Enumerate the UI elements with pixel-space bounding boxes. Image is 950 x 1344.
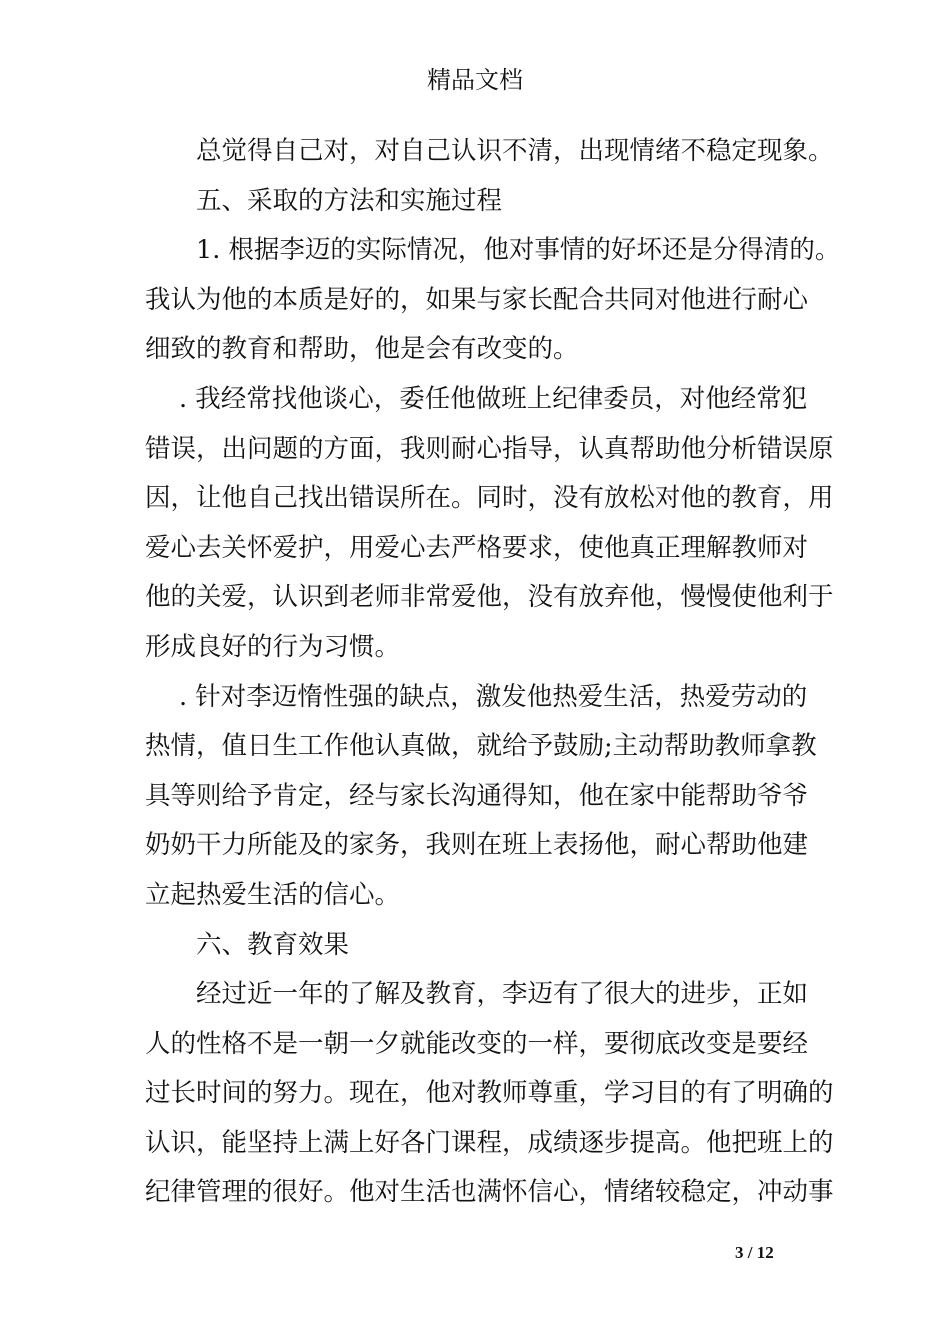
text-line: 形成良好的行为习惯。 [145, 631, 401, 662]
text-line: 认识，能坚持上满上好各门课程，成绩逐步提高。他把班上的 [145, 1127, 834, 1158]
text-line: 热情，值日生工作他认真做，就给予鼓励;主动帮助教师拿教 [145, 731, 817, 762]
page-number: 3 / 12 [735, 1243, 774, 1262]
document-body [145, 127, 841, 1218]
section-heading: 五、采取的方法和实施过程 [196, 185, 503, 216]
text-line: 过长时间的努力。现在，他对教师尊重，学习目的有了明确的 [145, 1078, 834, 1109]
text-line: . 我经常找他谈心，委任他做班上纪律委员，对他经常犯 [179, 383, 808, 414]
text-line: 因，让他自己找出错误所在。同时，没有放松对他的教育，用 [145, 483, 834, 514]
text-line: 他的关爱，认识到老师非常爱他，没有放弃他，慢慢使他利于 [145, 582, 834, 613]
text-line: 1. 根据李迈的实际情况，他对事情的好坏还是分得清的。 [196, 235, 841, 266]
text-line: 立起热爱生活的信心。 [145, 879, 401, 910]
text-line: 人的性格不是一朝一夕就能改变的一样，要彻底改变是要经 [145, 1028, 809, 1059]
text-line: . 针对李迈惰性强的缺点，激发他热爱生活，热爱劳动的 [179, 681, 808, 712]
text-line: 我认为他的本质是好的，如果与家长配合共同对他进行耐心 [145, 284, 809, 315]
text-line: 总觉得自己对，对自己认识不清，出现情绪不稳定现象。 [196, 136, 834, 166]
text-line: 细致的教育和帮助，他是会有改变的。 [145, 334, 579, 365]
page-header-title: 精品文档 [427, 66, 523, 94]
section-heading: 六、教育效果 [196, 929, 350, 960]
text-line: 具等则给予肯定，经与家长沟通得知，他在家中能帮助爷爷 [145, 780, 809, 811]
text-line: 奶奶干力所能及的家务，我则在班上表扬他，耐心帮助他建 [145, 830, 809, 861]
text-line: 纪律管理的很好。他对生活也满怀信心，情绪较稳定，冲动事 [145, 1177, 834, 1208]
text-line: 错误，出问题的方面，我则耐心指导，认真帮助他分析错误原 [145, 433, 834, 464]
text-line: 爱心去关怀爱护，用爱心去严格要求，使他真正理解教师对 [145, 532, 809, 563]
text-line: 经过近一年的了解及教育，李迈有了很大的进步，正如 [196, 979, 809, 1010]
